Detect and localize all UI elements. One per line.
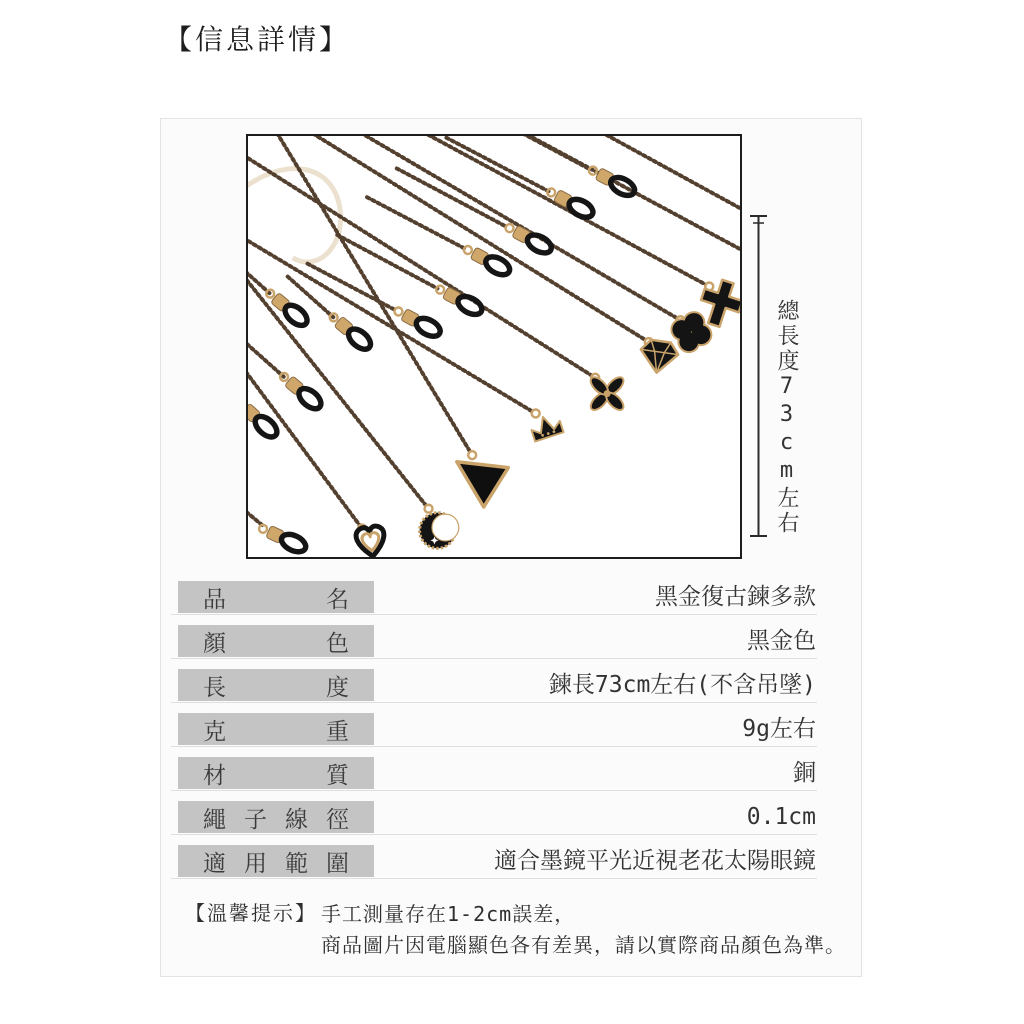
chain-line [335, 136, 680, 320]
glasses-loop-icon [503, 220, 555, 257]
warm-tip-label: 【溫馨提示】 [185, 903, 317, 925]
warm-tip-lines [321, 899, 846, 961]
spec-value-length: 鍊長73cm左右(不含吊墜) [548, 672, 816, 698]
spec-table [161, 580, 861, 888]
detail-card [160, 118, 862, 977]
spec-label-cord-diameter: 繩 子 線 徑 [178, 801, 374, 833]
table-row [161, 712, 861, 756]
spec-label-length: 長 度 [178, 669, 374, 701]
row-divider [171, 746, 817, 747]
spec-value-cord-diameter: 0.1cm [746, 804, 816, 830]
spec-label-color: 顏 色 [178, 625, 374, 657]
spec-value-weight: 9g左右 [742, 716, 816, 742]
row-divider [171, 878, 817, 879]
spec-value-scope: 適合墨鏡平光近視老花太陽眼鏡 [494, 848, 816, 874]
row-divider [171, 702, 817, 703]
spec-value-name: 黑金復古鍊多款 [655, 584, 816, 610]
spec-label-weight: 克 重 [178, 713, 374, 745]
page-title: 【信息詳情】 [164, 24, 351, 55]
table-row [161, 844, 861, 888]
chains-illustration [248, 136, 740, 557]
product-photo [246, 134, 742, 559]
table-row [161, 668, 861, 712]
spec-label-material: 材 質 [178, 757, 374, 789]
row-divider [171, 790, 817, 791]
row-divider [171, 614, 817, 615]
warm-tip-line-2: 商品圖片因電腦顯色各有差異，請以實際商品顏色為準。 [321, 933, 846, 957]
warm-tip-line-1: 手工測量存在1-2cm誤差， [321, 902, 576, 926]
glasses-loop-icon [256, 520, 308, 555]
chain-line [397, 136, 709, 286]
glasses-loop-icon [461, 242, 513, 279]
spec-label-scope: 適 用 範 圍 [178, 845, 374, 877]
table-row [161, 800, 861, 844]
glasses-loop-icon [586, 162, 638, 199]
moon-pendant-icon [420, 513, 459, 549]
glasses-loop-icon [248, 396, 281, 441]
measure-label: 總長度73cm左右 [774, 299, 799, 536]
chain-line [248, 348, 362, 529]
table-row [161, 580, 861, 624]
chain-line [496, 136, 740, 260]
table-row [161, 624, 861, 668]
heart-pendant-icon [355, 525, 387, 557]
row-divider [171, 834, 817, 835]
glasses-loop-icon [433, 281, 485, 318]
spec-value-color: 黑金色 [747, 628, 816, 654]
table-row [161, 756, 861, 800]
triangle-pendant-icon [449, 457, 509, 510]
warm-tip [185, 899, 846, 961]
length-measure-line [749, 215, 769, 537]
row-divider [171, 658, 817, 659]
spec-label-name: 品 名 [178, 581, 374, 613]
spec-value-material: 銅 [793, 760, 816, 786]
